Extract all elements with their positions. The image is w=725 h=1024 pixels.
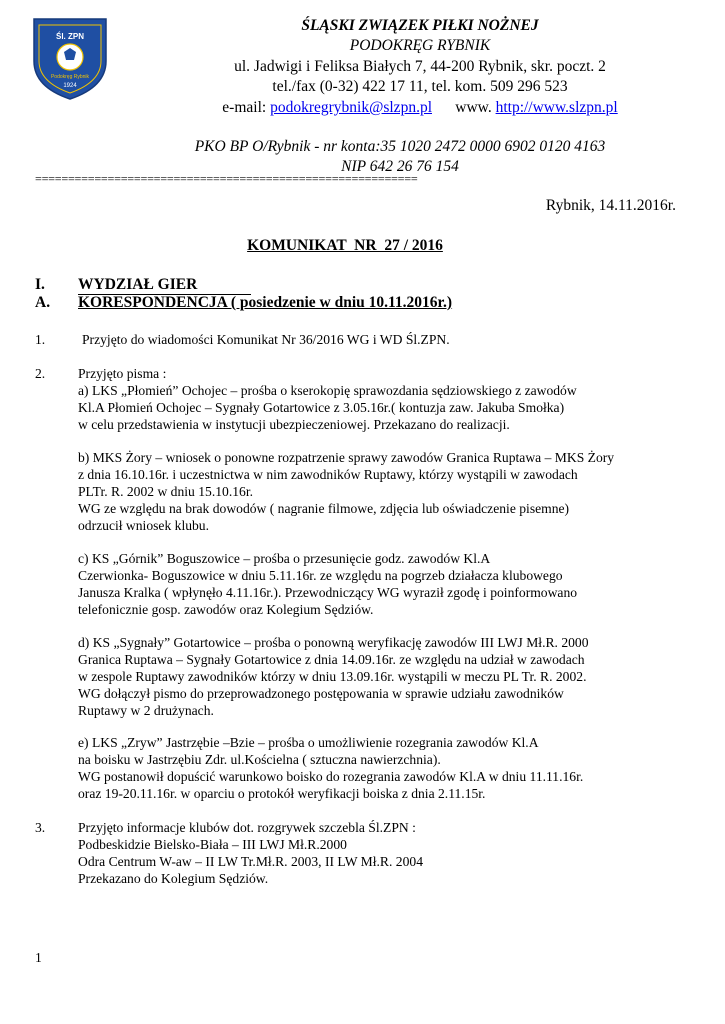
contact-line (150, 98, 690, 117)
paragraph-line: Przekazano do Kolegium Sędziów. (78, 871, 269, 886)
paragraph-line: Podbeskidzie Bielsko-Biała – III LWJ Mł.R.2000 (78, 837, 347, 852)
shield-logo-icon (30, 15, 110, 101)
item-1-text: Przyjęto do wiadomości Komunikat Nr 36/2016 WG i WD Śl.ZPN. (82, 332, 450, 347)
org-name: ŚLĄSKI ZWIĄZEK PIŁKI NOŻNEJ (301, 17, 539, 34)
section-i-num: I. (35, 276, 45, 293)
section-i-label: WYDZIAŁ GIER (78, 276, 198, 293)
www-link[interactable]: http://www.slzpn.pl (495, 99, 618, 116)
slzpn-logo (30, 15, 110, 101)
nip: NIP 642 26 76 154 (341, 158, 459, 175)
item-2c-paragraph (78, 550, 688, 618)
logo-top-text: Śl. ZPN (55, 32, 85, 41)
address: ul. Jadwigi i Feliksa Białych 7, 44-200 Rybnik, skr. poczt. 2 (234, 58, 606, 75)
paragraph-line: e) LKS „Zryw” Jastrzębie –Bzie – prośba o umożliwienie rozegrania zawodów Kl.A (78, 735, 539, 750)
paragraph-line: WG postanowił dopuścić warunkowo boisko do rozegrania zawodów Kl.A w dniu 11.11.16r. (78, 769, 584, 784)
date-line: Rybnik, 14.11.2016r. (545, 197, 676, 214)
item-2-heading: Przyjęto pisma : (78, 366, 167, 381)
item-2d-paragraph (78, 634, 688, 719)
item-2b-paragraph (78, 449, 688, 534)
paragraph-line: oraz 19-20.11.16r. w oparciu o protokół weryfikacji boiska z dnia 2.11.15r. (78, 786, 486, 801)
section-a-num: A. (35, 294, 51, 311)
paragraph-line: Granica Ruptawa – Sygnały Gotartowice z dnia 14.09.16r. ze względu na udział w zawodach (78, 652, 585, 667)
paragraph-line: w zespole Ruptawy zawodników którzy w dniu 13.09.16r. wystąpili w meczu PL Tr. R. 2002. (78, 669, 587, 684)
section-a-heading: KORESPONDENCJA ( posiedzenie w dniu 10.11.2016r.) (78, 294, 453, 311)
paragraph-line: c) KS „Górnik” Boguszowice – prośba o przesunięcie godz. zawodów Kl.A (78, 551, 491, 566)
item-1-number: 1. (35, 332, 46, 347)
paragraph-line: Czerwionka- Boguszowice w dniu 5.11.16r. ze względu na pogrzeb działacza klubowego (78, 568, 563, 583)
paragraph-line: Ruptawy w 2 drużynach. (78, 703, 214, 718)
item-3-number: 3. (35, 820, 46, 835)
separator-line: ========================================================== (35, 172, 418, 186)
www-label: www. (455, 99, 492, 116)
phone: tel./fax (0-32) 422 17 11, tel. kom. 509 296 523 (272, 78, 568, 95)
paragraph-line: PLTr. R. 2002 w dniu 15.10.16r. (78, 484, 253, 499)
section-i-heading (78, 275, 251, 295)
item-2-number: 2. (35, 366, 46, 381)
email-label: e-mail: (222, 99, 267, 116)
paragraph-line: WG ze względu na brak dowodów ( nagranie filmowe, zdjęcia lub oświadczenie pisemne) (78, 501, 570, 516)
paragraph-line: Janusza Kralka ( wpłynęło 4.11.16r.). Przewodniczący WG wyraził zgodę i poinformowano (78, 585, 578, 600)
email-link[interactable]: podokregrybnik@slzpn.pl (270, 99, 432, 116)
paragraph-line: na boisku w Jastrzębiu Zdr. ul.Kościelna ( sztuczna nawierzchnia). (78, 752, 441, 767)
paragraph-line: WG dołączył pismo do przeprowadzonego postępowania w sprawie udziału zawodników (78, 686, 564, 701)
paragraph-line: b) MKS Żory – wniosek o ponowne rozpatrzenie sprawy zawodów Granica Ruptawa – MKS Żory (78, 450, 615, 465)
paragraph-line: d) KS „Sygnały” Gotartowice – prośba o ponowną weryfikację zawodów III LWJ Mł.R. 2000 (78, 635, 589, 650)
logo-mid-text: Podokręg Rybnik (50, 74, 90, 80)
paragraph-line: telefonicznie gosp. zawodów oraz Kolegium Sędziów. (78, 602, 374, 617)
paragraph-line: a) LKS „Płomień” Ochojec – prośba o kserokopię sprawozdania sędziowskiego z zawodów (78, 383, 577, 398)
item-2e-paragraph (78, 734, 688, 802)
paragraph-line: Odra Centrum W-aw – II LW Tr.Mł.R. 2003, II LW Mł.R. 2004 (78, 854, 423, 869)
paragraph-line: odrzucił wniosek klubu. (78, 518, 210, 533)
paragraph-line: w celu przedstawienia w instytucji ubezpieczeniowej. Przekazano do realizacji. (78, 417, 510, 432)
page-number: 1 (35, 950, 42, 965)
logo-year-text: 1924 (63, 83, 77, 89)
bank-account: PKO BP O/Rybnik - nr konta:35 1020 2472 0000 6902 0120 4163 (194, 138, 606, 155)
item-2a-paragraph (78, 382, 688, 433)
paragraph-line: z dnia 16.10.16r. i uczestnictwa w nim zawodników Ruptawy, którzy wystąpili w zawodach (78, 467, 578, 482)
item-3-paragraph (78, 819, 688, 887)
document-title: KOMUNIKAT NR 27 / 2016 (247, 237, 443, 254)
paragraph-line: Przyjęto informacje klubów dot. rozgrywek szczebla Śl.ZPN : (78, 820, 416, 835)
sub-name: PODOKRĘG RYBNIK (349, 37, 491, 54)
paragraph-line: Kl.A Płomień Ochojec – Sygnały Gotartowice z 3.05.16r.( kontuzja zaw. Jakuba Smołka) (78, 400, 565, 415)
